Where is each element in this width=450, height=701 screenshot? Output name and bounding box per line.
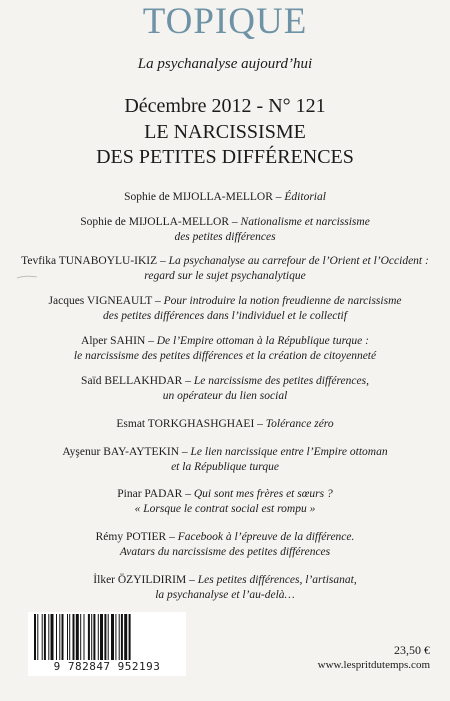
barcode-bar <box>42 614 43 660</box>
toc-title: Le lien narcissique entre l’Empire ottoman <box>190 446 388 458</box>
toc-entry <box>8 334 442 364</box>
journal-subtitle: La psychanalyse aujourd’hui <box>137 56 313 72</box>
toc-entry <box>8 215 442 245</box>
toc-entry <box>8 417 442 432</box>
toc-title: Qui sont mes frères et sœurs ? <box>193 488 333 500</box>
toc-author: Ayşenur BAY-AYTEKIN <box>62 446 180 458</box>
toc-title: Nationalisme et narcissisme <box>240 216 370 228</box>
barcode-bar <box>37 614 38 666</box>
barcode-bar <box>80 614 81 660</box>
toc-entry <box>8 445 442 475</box>
toc-separator: – <box>182 375 194 387</box>
barcode-bar <box>124 614 127 660</box>
toc-author: Pinar PADAR <box>117 488 183 500</box>
barcode-bar <box>115 614 116 660</box>
barcode-bar <box>104 614 106 660</box>
toc-author: İlker ÖZYILDIRIM <box>93 574 187 586</box>
toc-separator: – <box>179 446 191 458</box>
issue-theme-line1: LE NARCISSISME <box>144 121 306 143</box>
toc-title-continued: « Lorsque le contrat social est rompu » <box>134 503 316 515</box>
toc-title: Pour introduire la notion freudienne de narcissisme <box>163 295 402 307</box>
barcode-bar <box>67 614 68 660</box>
toc-separator: – <box>166 531 178 543</box>
issue-date-number: Décembre 2012 - N° 121 <box>124 95 326 117</box>
toc-entry <box>8 254 442 284</box>
toc-author: Tevfika TUNABOYLU-IKIZ <box>21 255 158 267</box>
barcode-bar <box>98 614 99 660</box>
toc-entry <box>8 487 442 517</box>
barcode-bar <box>59 614 60 660</box>
toc-author: Sophie de MIJOLLA-MELLOR <box>124 191 273 203</box>
barcode-bar <box>111 614 114 660</box>
barcode-bar <box>100 614 103 660</box>
toc-entry <box>8 573 442 603</box>
toc-author: Sophie de MIJOLLA-MELLOR <box>80 216 230 228</box>
toc-title-continued: des petites différences <box>174 231 276 243</box>
toc-title: Les petites différences, l’artisanat, <box>197 574 357 586</box>
toc-title-continued: le narcissisme des petites différences et la création de citoyenneté <box>73 350 377 362</box>
toc-separator: – <box>152 295 164 307</box>
issue-theme <box>0 120 450 170</box>
barcode-bar <box>76 614 79 660</box>
barcode-bar <box>84 614 85 666</box>
barcode-bar <box>34 614 36 666</box>
toc-title: Facebook à l’épreuve de la différence. <box>177 531 355 543</box>
table-of-contents <box>0 190 450 603</box>
barcode-bar <box>88 614 90 666</box>
barcode-bar <box>119 614 120 660</box>
barcode-bar <box>121 614 123 660</box>
journal-masthead: TOPIQUE <box>142 1 308 42</box>
barcode-bar <box>44 614 46 660</box>
toc-title-continued: et la République turque <box>171 461 279 473</box>
toc-separator: – <box>182 488 194 500</box>
barcode-bar <box>108 614 109 660</box>
barcode-bar <box>48 614 49 660</box>
toc-separator: – <box>145 335 157 347</box>
barcode-bar <box>73 614 75 660</box>
toc-title: Le narcissisme des petites différences, <box>193 375 369 387</box>
barcode-bar <box>129 614 131 666</box>
toc-separator: – <box>157 255 169 267</box>
toc-title: Éditorial <box>284 191 326 203</box>
issue-theme-line2: DES PETITES DIFFÉRENCES <box>96 146 354 168</box>
barcode-bar <box>62 614 64 660</box>
toc-title-continued: regard sur le sujet psychanalytique <box>144 270 306 282</box>
toc-author: Jacques VIGNEAULT <box>48 295 153 307</box>
toc-separator: – <box>186 574 198 586</box>
toc-author: Saïd BELLAKHDAR <box>81 375 183 387</box>
toc-author: Esmat TORKGHASHGHAEI <box>116 418 255 430</box>
toc-title-continued: un opérateur du lien social <box>162 390 288 402</box>
toc-entry <box>8 190 442 205</box>
toc-title: Tolérance zéro <box>265 418 334 430</box>
toc-title: De l’Empire ottoman à la République turque : <box>156 335 369 347</box>
barcode-bar <box>69 614 70 660</box>
barcode-bar <box>51 614 54 660</box>
toc-separator: – <box>272 191 285 203</box>
toc-title: La psychanalyse au carrefour de l’Orient et l’Occident : <box>168 255 429 267</box>
toc-title-continued: la psychanalyse et l’au-delà… <box>155 589 295 601</box>
isbn-number: 9 782847 952193 <box>28 660 186 673</box>
toc-separator: – <box>254 418 266 430</box>
toc-separator: – <box>229 216 241 228</box>
price: 23,50 € <box>394 643 430 657</box>
toc-entry <box>8 294 442 324</box>
barcode-bar <box>56 614 57 660</box>
toc-author: Rémy POTIER <box>95 531 167 543</box>
toc-title-continued: des petites différences dans l’individuel et le collectif <box>103 310 347 322</box>
barcode-bar <box>91 614 92 660</box>
barcode-bars <box>32 614 182 666</box>
toc-entry <box>8 530 442 560</box>
barcode-bar <box>93 614 95 660</box>
toc-entry <box>8 374 442 404</box>
toc-title-continued: Avatars du narcissisme des petites différences <box>119 546 331 558</box>
publisher-website: www.lespritdutemps.com <box>317 659 430 671</box>
toc-author: Alper SAHIN <box>81 335 146 347</box>
